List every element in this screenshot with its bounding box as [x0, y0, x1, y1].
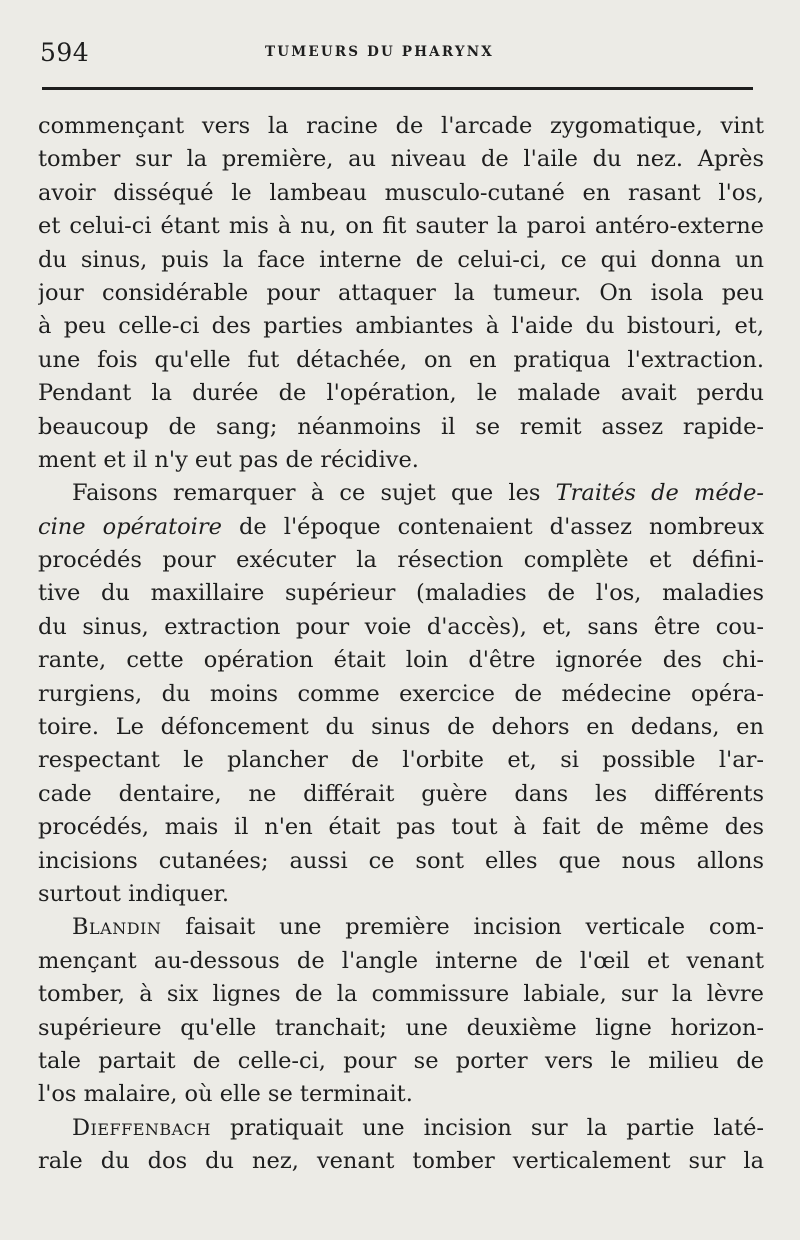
text-line: Pendant la durée de l'opération, le malade avait perdu: [38, 380, 764, 407]
text-line: [38, 477, 764, 510]
text-line: surtout indiquer.: [38, 880, 229, 907]
text-line: procédés pour exécuter la résection complète et défini-: [38, 547, 764, 574]
text-line: jour considérable pour attaquer la tumeur. On isola peu: [38, 279, 764, 306]
text-line: tale partait de celle-ci, pour se porter vers le milieu de: [38, 1047, 764, 1074]
text-line: incisions cutanées; aussi ce sont elles que nous allons: [38, 847, 764, 874]
text-line: cade dentaire, ne différait guère dans les différents: [38, 780, 764, 807]
text-line: respectant le plancher de l'orbite et, si possible l'ar-: [38, 747, 764, 774]
text-line: rale du dos du nez, venant tomber verticalement sur la: [38, 1148, 764, 1175]
text-line: avoir disséqué le lambeau musculo-cutané en rasant l'os,: [38, 179, 764, 206]
book-title-text: cine opératoire: [38, 513, 222, 540]
text-line: mençant au-dessous de l'angle interne de l'œil et venant: [38, 947, 764, 974]
text-line: supérieure qu'elle tranchait; une deuxième ligne horizon-: [38, 1014, 764, 1041]
text-line: beaucoup de sang; néanmoins il se remit assez rapide-: [38, 413, 764, 440]
text-line: tive du maxillaire supérieur (maladies de l'os, maladies: [38, 580, 764, 607]
text-line: [38, 1112, 764, 1145]
text-run: de l'époque contenaient d'assez nombreux: [221, 513, 764, 540]
header-rule: [42, 87, 753, 90]
text-line: du sinus, extraction pour voie d'accès), et, sans être cou-: [38, 613, 764, 640]
text-line: ment et il n'y eut pas de récidive.: [38, 446, 419, 473]
text-line: commençant vers la racine de l'arcade zygomatique, vint: [38, 113, 764, 139]
text-line: tomber, à six lignes de la commissure labiale, sur la lèvre: [38, 981, 764, 1008]
body-text: [38, 110, 764, 1179]
text-line: une fois qu'elle fut détachée, on en pratiqua l'extraction.: [38, 346, 764, 373]
text-line: l'os malaire, où elle se terminait.: [38, 1081, 413, 1108]
text-line: procédés, mais il n'en était pas tout à fait de même des: [38, 814, 764, 841]
text-line: du sinus, puis la face interne de celui-ci, ce qui donna un: [38, 246, 764, 273]
text-run: Faisons remarquer à ce sujet que les: [72, 480, 556, 507]
book-title-text: Traités de méde-: [555, 480, 764, 507]
text-line: rante, cette opération était loin d'être ignorée des chi-: [38, 647, 764, 674]
page-number: 594: [40, 38, 90, 67]
text-line: [38, 511, 764, 544]
text-line: rurgiens, du moins comme exercice de médecine opéra-: [38, 680, 764, 707]
text-line: toire. Le défoncement du sinus de dehors en dedans, en: [38, 714, 764, 741]
surgeon-name: Blandin: [72, 914, 162, 941]
text-line: et celui-ci étant mis à nu, on fit sauter la paroi antéro-externe: [38, 213, 764, 240]
page-header: [40, 34, 760, 74]
text-run: faisait une première incision verticale com-: [161, 914, 764, 941]
text-run: pratiquait une incision sur la partie laté-: [210, 1114, 764, 1141]
running-title: TUMEURS DU PHARYNX: [265, 44, 494, 60]
text-line: tomber sur la première, au niveau de l'aile du nez. Après: [38, 146, 764, 173]
text-line: à peu celle-ci des parties ambiantes à l'aide du bistouri, et,: [38, 313, 764, 340]
surgeon-name: Dieffenbach: [72, 1114, 211, 1141]
text-line: [38, 911, 764, 944]
